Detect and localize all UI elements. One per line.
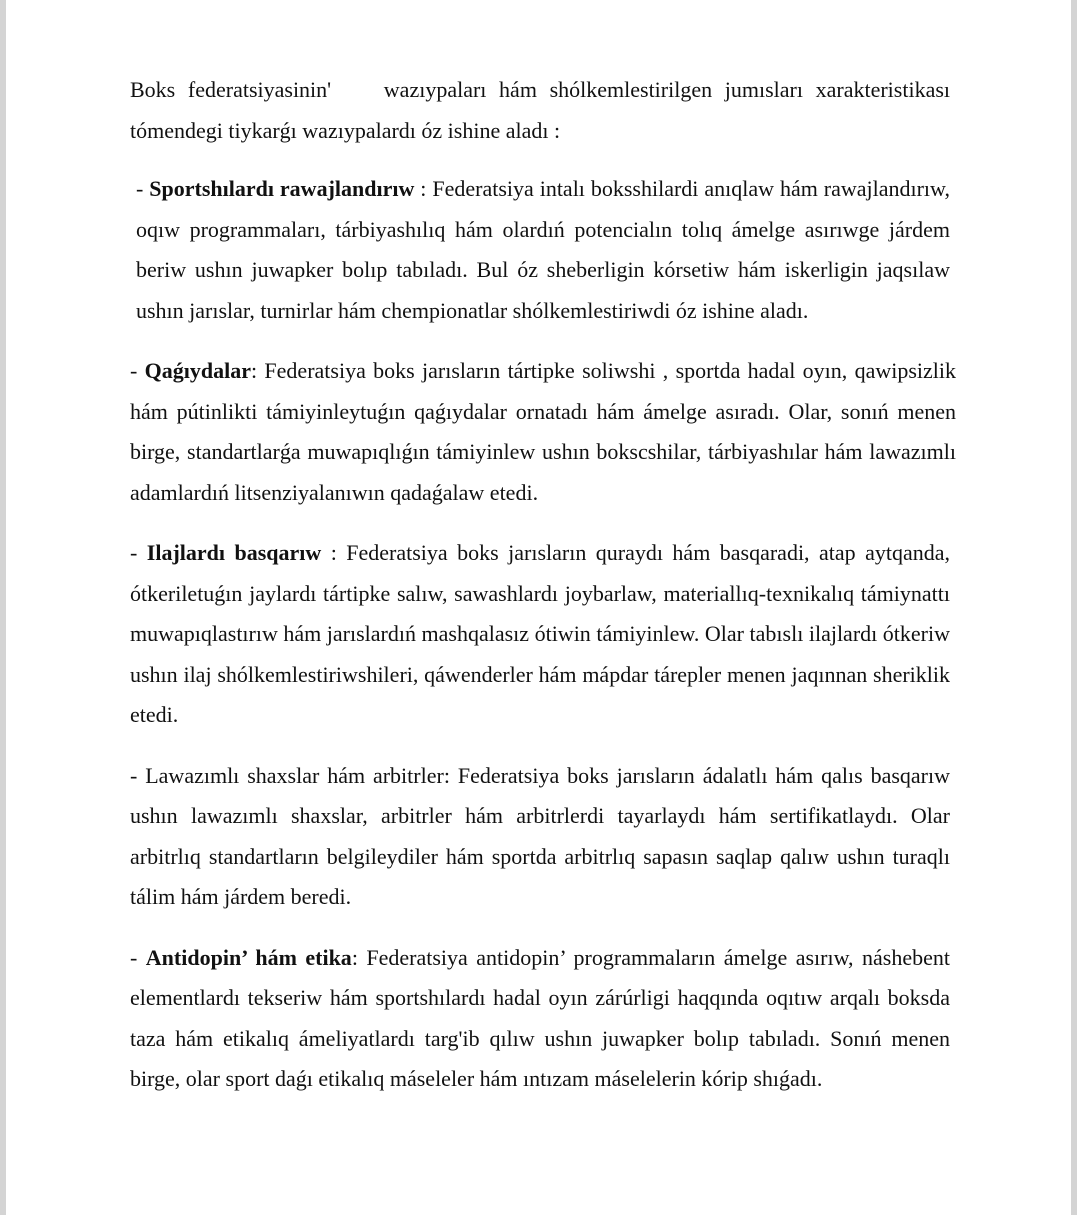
paragraph-officials [130, 756, 950, 918]
athletes-prefix: - [136, 176, 150, 201]
rules-heading: Qaǵıydalar [144, 358, 251, 383]
antidoping-heading: Antidopin’ hám etika [145, 944, 352, 970]
events-prefix: - [130, 540, 147, 565]
document-page [130, 70, 956, 1100]
paragraph-antidoping [130, 938, 950, 1100]
paragraph-intro [130, 70, 950, 151]
athletes-heading: Sportshılardı rawajlandırıw [149, 176, 415, 201]
antidoping-prefix: - [130, 944, 146, 970]
page-edge-left [0, 0, 6, 1215]
events-heading: Ilajlardı basqarıw [146, 540, 322, 565]
rules-text: : Federatsiya boks jarısların tártipke soliwshi , sportda hadal oyın, qawipsizlik hám pútinlikti támiyinleytuǵın qaǵıydalar ornatadı hám ámelge asıradı. Olar, sonıń menen birge, standartlarǵa muwapıqlıǵın támiyinlew ushın bokscshilar, tárbiyashılar hám lawazımlı adamlardıń litsenziyalanıwın qadaǵalaw etedi. [130, 358, 956, 505]
athletes-text: : Federatsiya intalı boksshilardi anıqlaw hám rawajlandırıw, oqıw programmaları, tárbiyashılıq hám olardıń potencialın tolıq ámelge asırıwge járdem beriw ushın juwapker bolıp tabıladı. Bul óz sheberligin kórsetiw hám iskerligin jaqsılaw ushın jarıslar, turnirlar hám chempionatlar shólkemlestiriwdi óz ishine aladı. [136, 176, 951, 323]
intro-text: wazıypaları hám shólkemlestirilgen jumısları xarakteristikası tómendegi tiykarǵı wazıypalardı óz ishine aladı : [130, 77, 951, 143]
rules-prefix: - [130, 358, 145, 383]
paragraph-events [130, 533, 950, 736]
officials-text: - Lawazımlı shaxslar hám arbitrler: Federatsiya boks jarısların ádalatlı hám qalıs basqarıw ushın lawazımlı shaxslar, arbitrler hám arbitrlerdi tayarlaydı hám sertifikatlaydı. Olar arbitrlıq standartların belgileydiler hám sportda arbitrlıq sapasın saqlap qalıw ushın turaqlı tálim hám járdem beredi. [130, 762, 950, 909]
antidoping-text: : Federatsiya antidopin’ programmaların ámelge asırıw, náshebent elementlardı tekseriw hám sportshılardı hadal oyın zárúrligi haqqında oqıtıw arqalı boksda taza hám etikalıq ámeliyatlardı targ'ib qılıw ushın juwapker bolıp tabıladı. Sonıń menen birge, olar sport daǵı etikalıq máseleler hám ıntızam máselelerin kórip shıǵadı. [130, 944, 950, 1091]
paragraph-rules [130, 351, 956, 513]
page-edge-right [1071, 0, 1077, 1215]
intro-lead: Boks federatsiyasinin' [130, 77, 332, 102]
events-text: : Federatsiya boks jarısların quraydı hám basqaradi, atap aytqanda, ótkeriletuǵın jaylardı tártipke salıw, sawashlardı joybarlaw, materiallıq-texnikalıq támiynattı muwapıqlastırıw hám jarıslardıń mashqalasız ótiwin támiyinlew. Olar tabıslı ilajlardı ótkeriw ushın ilaj shólkemlestiriwshileri, qáwenderler hám mápdar tárepler menen jaqınnan sheriklik etedi. [130, 540, 950, 727]
paragraph-athletes [130, 169, 950, 331]
